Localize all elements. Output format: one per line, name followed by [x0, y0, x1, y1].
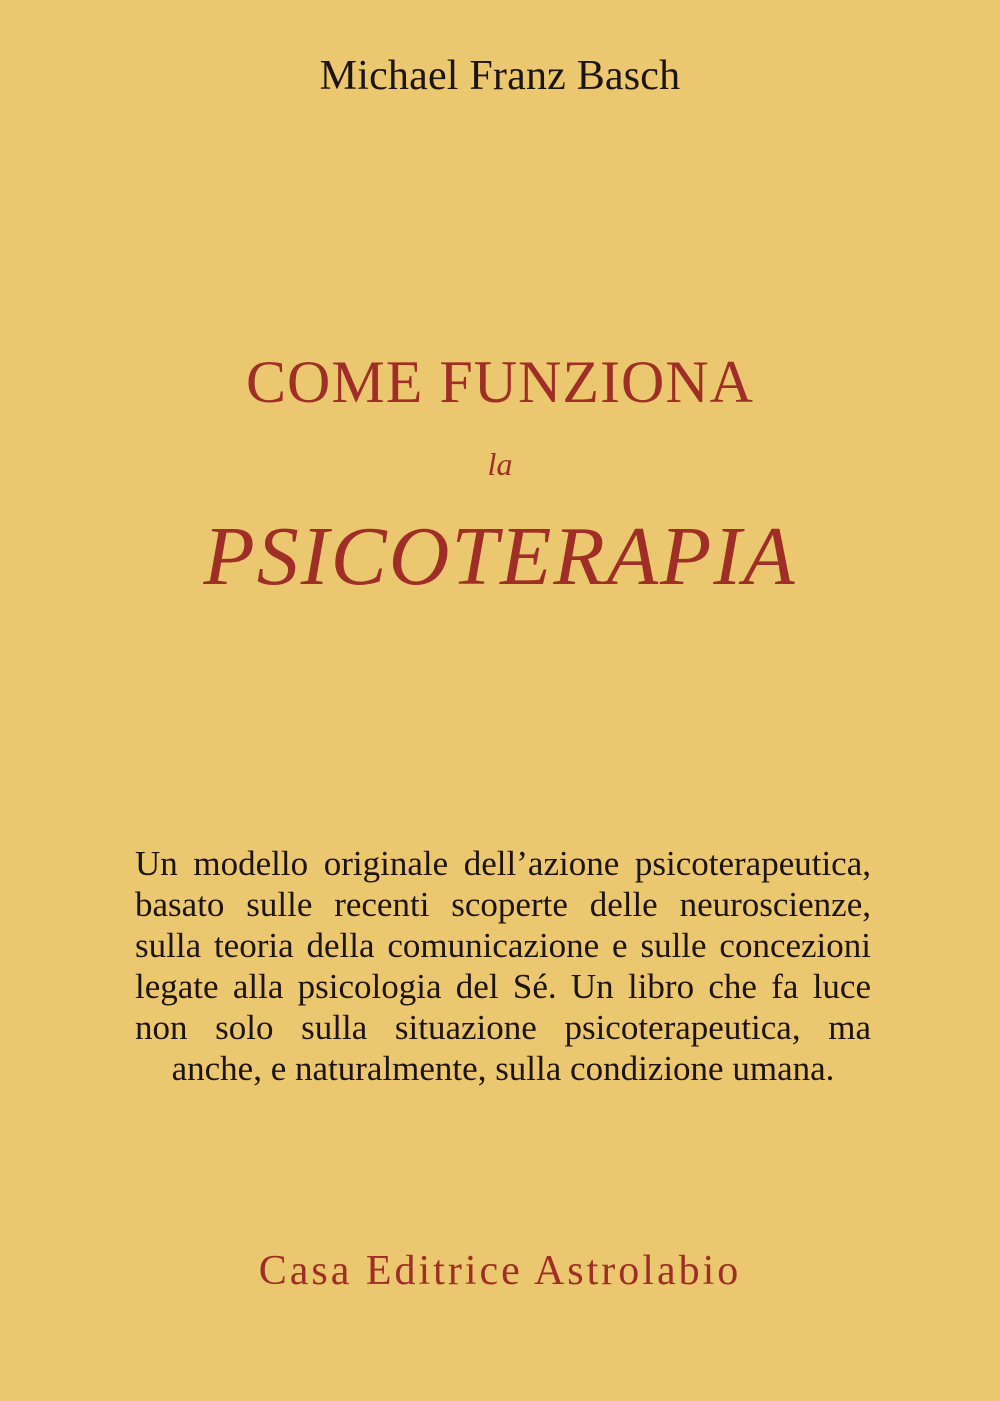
- publisher-name: Casa Editrice Astrolabio: [258, 1248, 742, 1294]
- title-line-2: la: [487, 446, 513, 482]
- blurb-line-4: legate alla psicologia del Sé. Un libro che fa luce: [135, 967, 871, 1006]
- blurb-line-1: Un modello originale dell’azione psicoterapeutica,: [135, 844, 871, 883]
- title-line-1: COME FUNZIONA: [246, 349, 754, 415]
- blurb-line-5: non solo sulla situazione psicoterapeutica, ma: [135, 1008, 871, 1047]
- title-line-3: PSICOTERAPIA: [203, 510, 797, 603]
- blurb-text: [135, 843, 871, 1089]
- blurb-line-2: basato sulle recenti scoperte delle neuroscienze,: [135, 885, 871, 924]
- blurb-line-6: anche, e naturalmente, sulla condizione umana.: [171, 1049, 835, 1088]
- author-name: Michael Franz Basch: [319, 53, 681, 99]
- blurb-line-3: sulla teoria della comunicazione e sulle concezioni: [135, 926, 871, 965]
